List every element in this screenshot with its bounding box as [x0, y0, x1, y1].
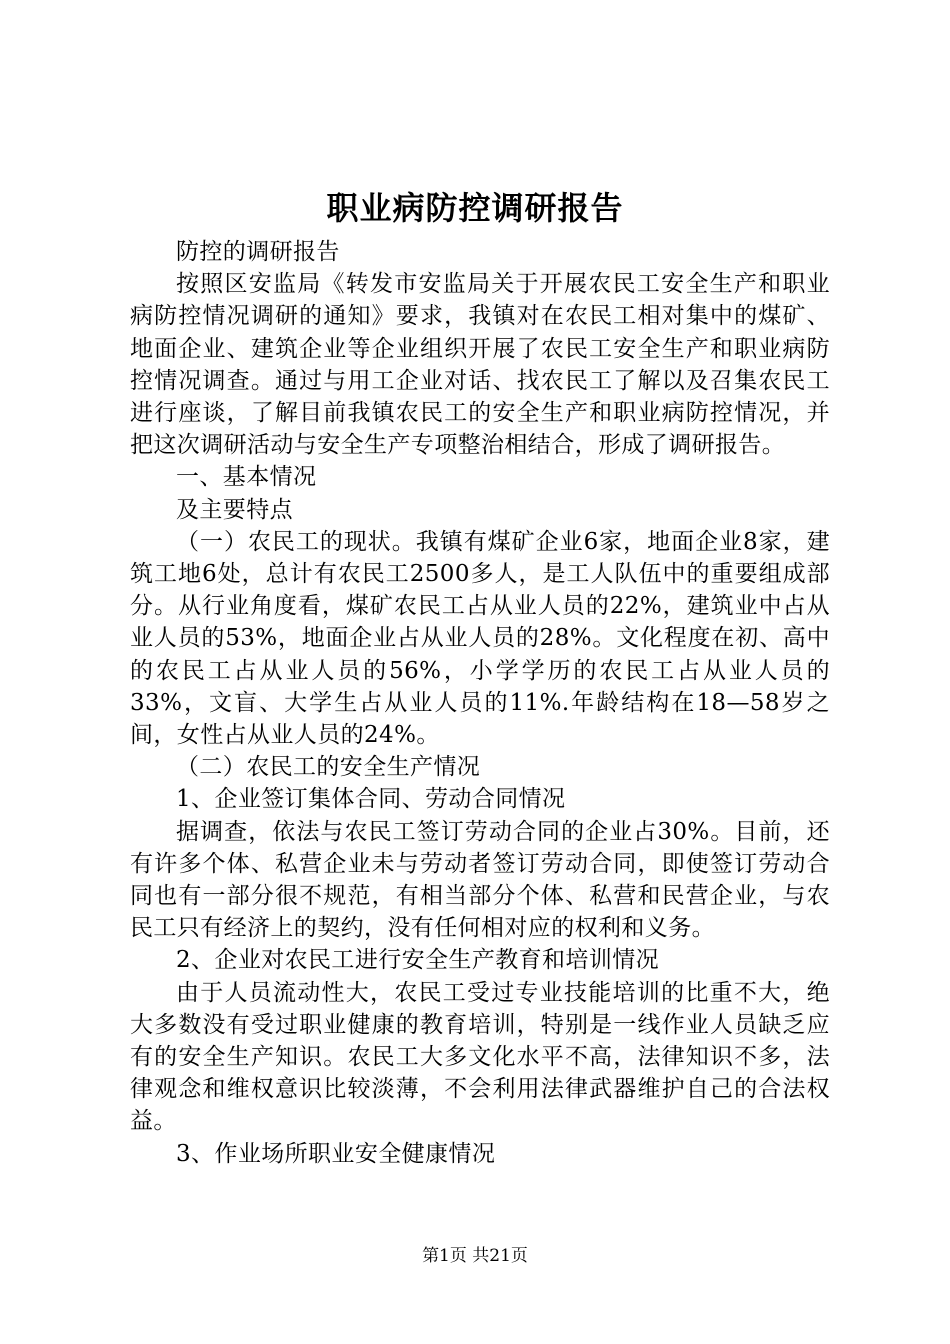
paragraph-training: 由于人员流动性大，农民工受过专业技能培训的比重不大，绝大多数没有受过职业健康的教育培训，特别是一线作业人员缺乏应有的安全生产知识。农民工大多文化水平不高，法律知识不多，法律观念和维权意识比较淡薄，不会利用法律武器维护自己的合法权益。	[130, 979, 830, 1135]
paragraph-intro: 按照区安监局《转发市安监局关于开展农民工安全生产和职业病防控情况调研的通知》要求，我镇对在农民工相对集中的煤矿、地面企业、建筑企业等企业组织开展了农民工安全生产和职业病防控情况调查。通过与用工企业对话、找农民工了解以及召集农民工进行座谈，了解目前我镇农民工的安全生产和职业病防控情况，并把这次调研活动与安全生产专项整治相结合，形成了调研报告。	[130, 271, 830, 459]
paragraph-current-status: （一）农民工的现状。我镇有煤矿企业6家，地面企业8家，建筑工地6处，总计有农民工2500多人，是工人队伍中的重要组成部分。从行业角度看，煤矿农民工占从业人员的22%，建筑业中占从业人员的53%，地面企业占从业人员的28%。文化程度在初、高中的农民工占从业人员的56%，小学学历的农民工占从业人员的33%，文盲、大学生占从业人员的11%.年龄结构在18—58岁之间，女性占从业人员的24%。	[130, 528, 830, 749]
item-heading-training: 2、企业对农民工进行安全生产教育和培训情况	[176, 947, 660, 974]
paragraph-subtitle: 防控的调研报告	[176, 239, 340, 265]
page-number-footer: 第1页 共21页	[422, 1246, 528, 1266]
section-heading-basic: 一、基本情况	[176, 464, 317, 491]
paragraph-contracts: 据调查，依法与农民工签订劳动合同的企业占30%。目前，还有许多个体、私营企业未与劳动者签订劳动合同，即使签订劳动合同也有一部分很不规范，有相当部分个体、私营和民营企业，与农民工只有经济上的契约，没有任何相对应的权利和义务。	[130, 818, 830, 942]
section-heading-features: 及主要特点	[176, 496, 293, 523]
document-body	[130, 236, 830, 1170]
item-heading-workplace: 3、作业场所职业安全健康情况	[176, 1140, 496, 1167]
item-heading-contracts: 1、企业签订集体合同、劳动合同情况	[176, 786, 566, 813]
subsection-heading-safety: （二）农民工的安全生产情况	[176, 754, 481, 781]
document-title: 职业病防控调研报告	[326, 189, 624, 227]
